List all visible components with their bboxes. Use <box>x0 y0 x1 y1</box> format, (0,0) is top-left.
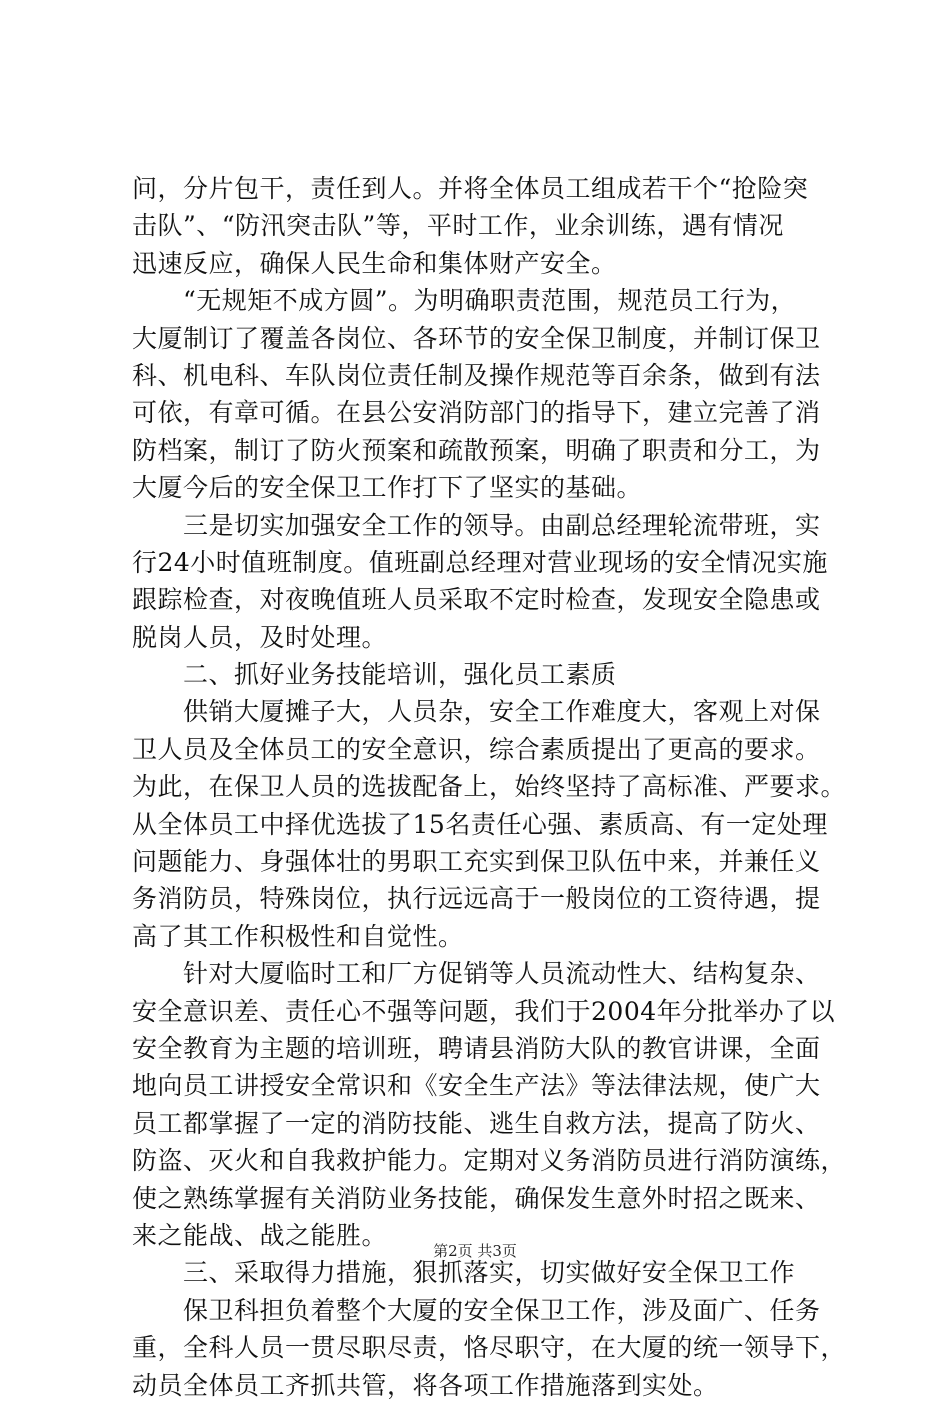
text-line: “无规矩不成方圆”。为明确职责范围，规范员工行为， <box>132 286 797 316</box>
text-line: 问题能力、身强体壮的男职工充实到保卫队伍中来，并兼任义 <box>132 847 821 877</box>
text-line: 迅速反应，确保人民生命和集体财产安全。 <box>132 248 617 278</box>
text-line: 使之熟练掌握有关消防业务技能，确保发生意外时招之既来、 <box>132 1183 821 1213</box>
text-line: 高了其工作积极性和自觉性。 <box>132 921 464 951</box>
text-line: 大厦制订了覆盖各岗位、各环节的安全保卫制度，并制订保卫 <box>132 323 821 353</box>
text-line: 三是切实加强安全工作的领导。由副总经理轮流带班，实 <box>132 510 821 540</box>
text-line: 供销大厦摊子大，人员杂，安全工作难度大，客观上对保 <box>132 697 821 727</box>
text-line: 重，全科人员一贯尽职尽责，恪尽职守，在大厦的统一领导下， <box>132 1333 847 1363</box>
text-line: 安全教育为主题的培训班，聘请县消防大队的教官讲课，全面 <box>132 1033 821 1063</box>
text-line: 针对大厦临时工和厂方促销等人员流动性大、结构复杂、 <box>132 959 821 989</box>
text-line: 务消防员，特殊岗位，执行远远高于一般岗位的工资待遇，提 <box>132 884 821 914</box>
text-line: 科、机电科、车队岗位责任制及操作规范等百余条，做到有法 <box>132 360 821 390</box>
text-line: 防档案，制订了防火预案和疏散预案，明确了职责和分工，为 <box>132 435 821 465</box>
text-line: 大厦今后的安全保卫工作打下了坚实的基础。 <box>132 473 643 503</box>
text-line: 动员全体员工齐抓共管，将各项工作措施落到实处。 <box>132 1370 719 1400</box>
text-line: 员工都掌握了一定的消防技能、逃生自救方法，提高了防火、 <box>132 1108 821 1138</box>
text-line: 二、抓好业务技能培训，强化员工素质 <box>132 660 617 690</box>
text-line: 保卫科担负着整个大厦的安全保卫工作，涉及面广、任务 <box>132 1295 821 1325</box>
body-text <box>132 170 860 1404</box>
text-line: 地向员工讲授安全常识和《安全生产法》等法律法规，使广大 <box>132 1071 821 1101</box>
text-line: 卫人员及全体员工的安全意识，综合素质提出了更高的要求。 <box>132 734 821 764</box>
text-line: 防盗、灭火和自我救护能力。定期对义务消防员进行消防演练， <box>132 1146 847 1176</box>
text-line: 来之能战、战之能胜。 <box>132 1220 388 1250</box>
text-line: 击队”、“防汛突击队”等，平时工作，业余训练，遇有情况 <box>132 211 784 241</box>
text-line: 为此，在保卫人员的选拔配备上，始终坚持了高标准、严要求。 <box>132 772 847 802</box>
text-line: 从全体员工中择优选拔了15名责任心强、素质高、有一定处理 <box>132 809 828 839</box>
text-line: 三、采取得力措施，狠抓落实，切实做好安全保卫工作 <box>132 1258 796 1288</box>
text-line: 脱岗人员，及时处理。 <box>132 622 388 652</box>
text-line: 问，分片包干，责任到人。并将全体员工组成若干个“抢险突 <box>132 174 809 203</box>
text-line: 行24小时值班制度。值班副总经理对营业现场的安全情况实施 <box>132 547 828 577</box>
text-line: 可依，有章可循。在县公安消防部门的指导下，建立完善了消 <box>132 398 821 428</box>
text-line: 安全意识差、责任心不强等问题，我们于2004年分批举办了以 <box>132 996 836 1026</box>
page-footer: 第2页 共3页 <box>433 1242 517 1260</box>
text-line: 跟踪检查，对夜晚值班人员采取不定时检查，发现安全隐患或 <box>132 585 821 615</box>
